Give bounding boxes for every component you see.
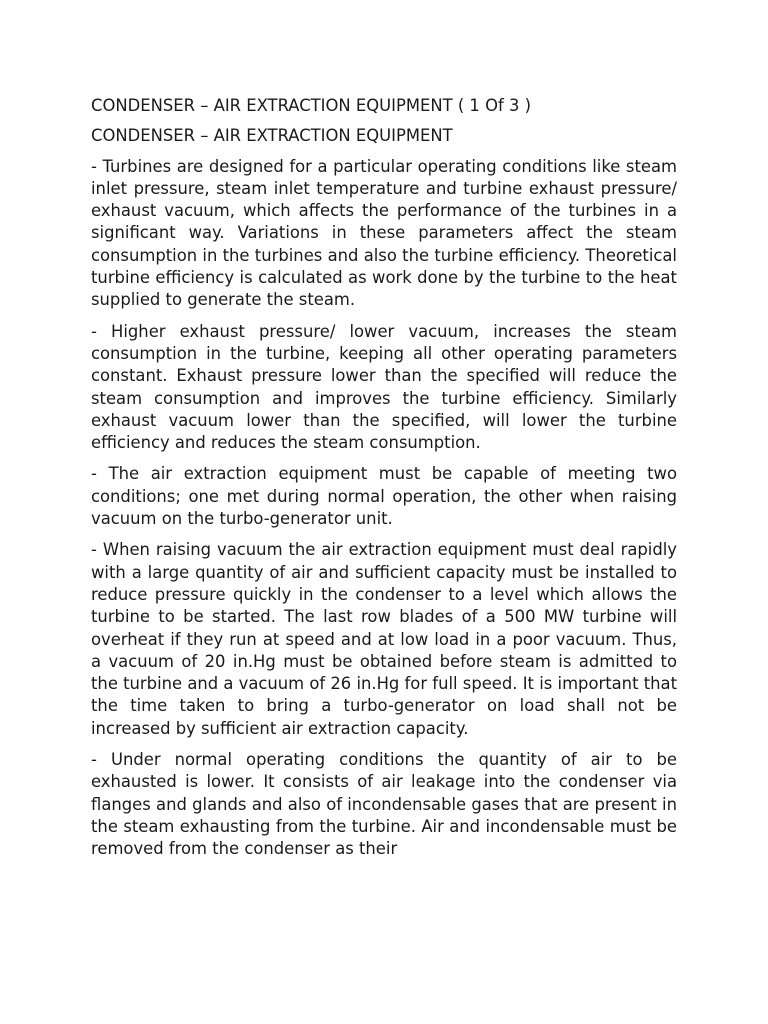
- paragraph-normal-operation: - Under normal operating conditions the quantity of air to be exhausted is lower. It consists of air leakage into the condenser via flanges and glands and also of incondensable gases that are present in the steam exhausting from the turbine. Air and incondensable must be removed from the condenser as their: [91, 750, 677, 859]
- paragraph-raising-vacuum: - When raising vacuum the air extraction equipment must deal rapidly with a large quantity of air and sufficient capacity must be installed to reduce pressure quickly in the condenser to a level which allows the turbine to be started. The last row blades of a 500 MW turbine will overheat if they run at speed and at low load in a poor vacuum. Thus, a vacuum of 20 in.Hg must be obtained before steam is admitted to the turbine and a vacuum of 26 in.Hg for full speed. It is important that the time taken to bring a turbo-generator on load shall not be increased by sufficient air extraction capacity.: [91, 540, 677, 738]
- document-page: [91, 95, 677, 870]
- paragraph-turbine-design: - Turbines are designed for a particular operating conditions like steam inlet pressure, steam inlet temperature and turbine exhaust pressure/ exhaust vacuum, which affects the performance of the turbines in a significant way. Variations in these parameters affect the steam consumption in the turbines and also the turbine efficiency. Theoretical turbine efficiency is calculated as work done by the turbine to the heat supplied to generate the steam.: [91, 156, 677, 310]
- paragraph-exhaust-pressure: - Higher exhaust pressure/ lower vacuum, increases the steam consumption in the turbine, keeping all other operating parameters constant. Exhaust pressure lower than the specified will reduce the steam consumption and improves the turbine efficiency. Similarly exhaust vacuum lower than the specified, will lower the turbine efficiency and reduces the steam consumption.: [91, 321, 677, 453]
- section-heading: CONDENSER – AIR EXTRACTION EQUIPMENT: [91, 126, 453, 146]
- document-title: CONDENSER – AIR EXTRACTION EQUIPMENT ( 1 Of 3 ): [91, 96, 531, 115]
- paragraph-air-extraction-conditions: - The air extraction equipment must be capable of meeting two conditions; one met during normal operation, the other when raising vacuum on the turbo-generator unit.: [91, 464, 677, 529]
